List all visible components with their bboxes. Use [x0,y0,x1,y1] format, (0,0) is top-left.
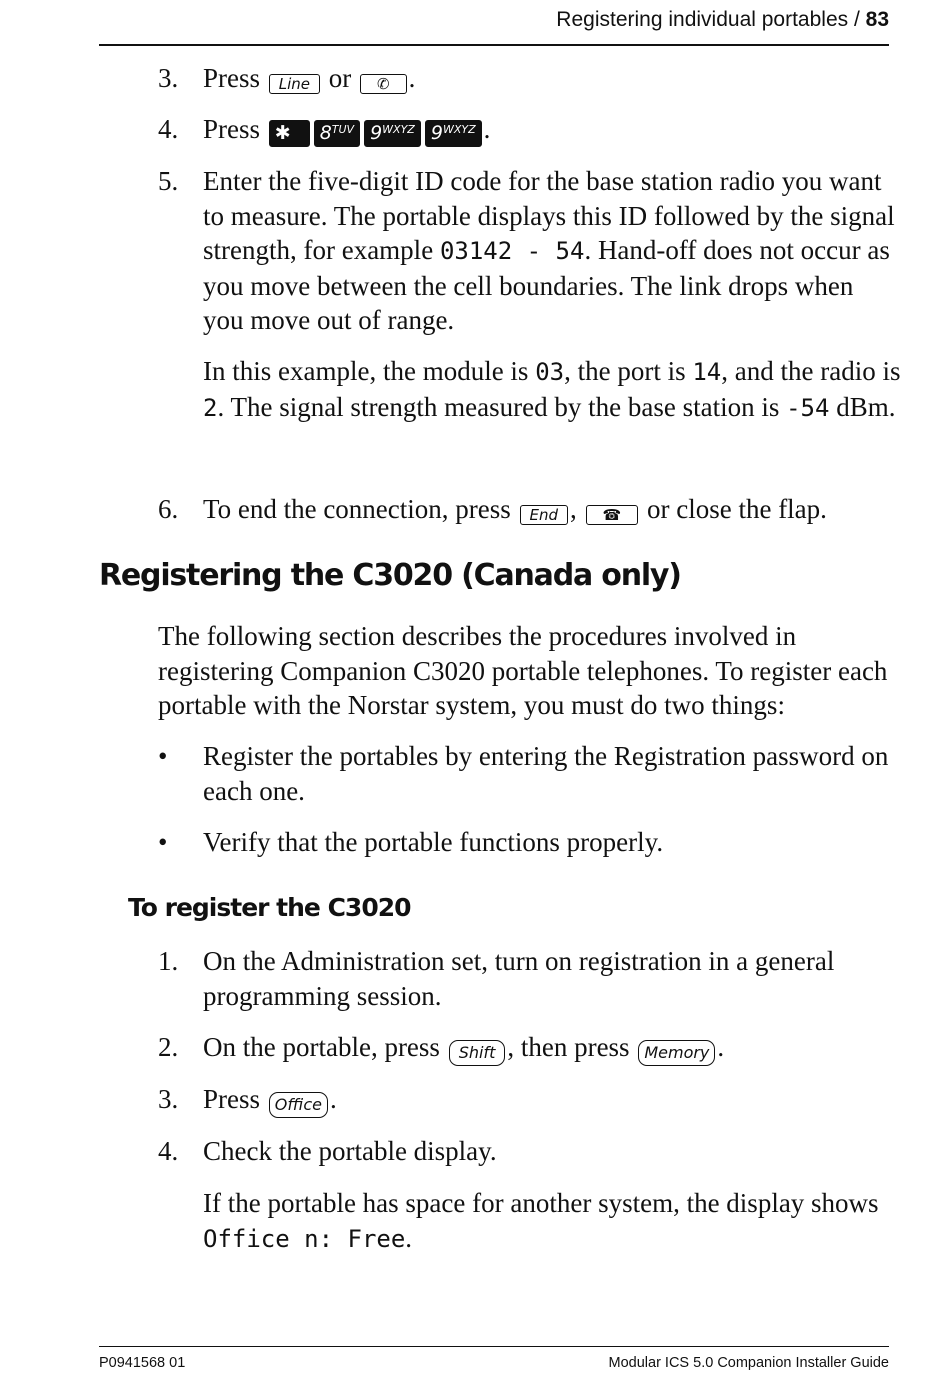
doc-number: P0941568 01 [99,1355,186,1371]
step-text: Enter the five-digit ID code for the base station radio you want to measure. The portable displays this ID followed by the signal strength, for example [203,166,895,265]
bullet-icon: • [158,827,168,857]
step-text: Check the portable display. [203,1136,497,1166]
sub-step-2: 2. On the portable, press Shift , then press Memory . [158,1030,898,1066]
key-letters: WXYZ [442,123,476,136]
hangup-key-icon: ☎ [586,505,639,525]
key-9 [364,120,421,147]
step-text: . Hand-off does not occur as you move between the cell boundaries. The link drops when you move out of range. [203,235,890,335]
step-number: 1. [158,946,179,976]
display-text: Office n: Free [203,1224,406,1253]
step-6-end-connection: 6. To end the connection, press End , ☎ or close the flap. [158,492,898,527]
step-3-press-line [158,61,898,96]
port-value: 14 [692,358,722,386]
page-footer [99,1346,889,1371]
section-intro: The following section describes the procedures involved in registering Companion C3020 portable telephones. To register each portable with the Norstar system, you must do two things: [158,621,888,720]
key-8 [314,120,360,147]
bullet-text: Verify that the portable functions properly. [203,827,664,857]
star-key: ✱ [269,120,310,147]
step-number: 6. [158,494,179,524]
sub-step-4 [158,1134,898,1169]
handset-key-icon: ✆ [360,74,407,94]
step-4-press-keys [158,112,898,147]
bullet-item [158,739,898,808]
shift-key: Shift [449,1040,506,1066]
step-number: 4. [158,114,179,144]
step-text: Press [203,114,261,144]
sub-step-3: 3. Press Office . [158,1082,898,1118]
step-5-enter-id [158,164,898,338]
key-letters: TUV [331,123,355,136]
page-header [99,8,889,46]
step-text: or [328,63,352,93]
subsection-title: To register the C3020 [128,893,411,922]
step-text: , then press [507,1032,630,1062]
bullet-item [158,825,898,860]
step-number: 5. [158,166,179,196]
sub-step-1 [158,944,898,1013]
end-key: End [520,505,569,525]
step-text: On the Administration set, turn on registration in a general programming session. [203,946,835,1011]
key-letters: WXYZ [382,123,415,136]
key-digit: 9 [430,122,443,144]
key-digit: 8 [319,122,332,144]
key-digit: 9 [370,122,383,144]
strength-value: -54 [786,393,830,422]
header-title: Registering individual portables / [556,8,866,31]
key-9 [425,120,482,147]
office-key: Office [269,1092,328,1118]
step-text: . [483,114,491,144]
step-text: To end the connection, press [203,494,511,524]
bullet-icon: • [158,741,168,771]
sub-step-4-note: If the portable has space for another system, the display shows Office n: Free. [203,1188,879,1253]
example-code: 03142 - 54 [439,237,585,265]
step-number: 3. [158,1084,179,1114]
step-text: Press [203,1084,261,1114]
line-key: Line [269,74,320,94]
step-number: 4. [158,1136,179,1166]
step-text: Press [203,63,261,93]
step-number: 3. [158,63,179,93]
radio-value: 2 [203,393,218,422]
step-5-note: In this example, the module is 03, the port is 14, and the radio is 2. The signal strength measured by the base station is -54 dBm. [203,356,901,422]
step-text: or close the flap. [646,494,827,524]
bullet-text: Register the portables by entering the Registration password on each one. [203,741,889,806]
section-title: Registering the C3020 (Canada only) [99,558,681,593]
step-number: 2. [158,1032,179,1062]
memory-key: Memory [638,1040,715,1066]
guide-title: Modular ICS 5.0 Companion Installer Guide [608,1355,889,1371]
module-value: 03 [535,358,565,386]
step-text: On the portable, press [203,1032,440,1062]
page-number: 83 [865,8,889,31]
step-text: . [408,63,416,93]
